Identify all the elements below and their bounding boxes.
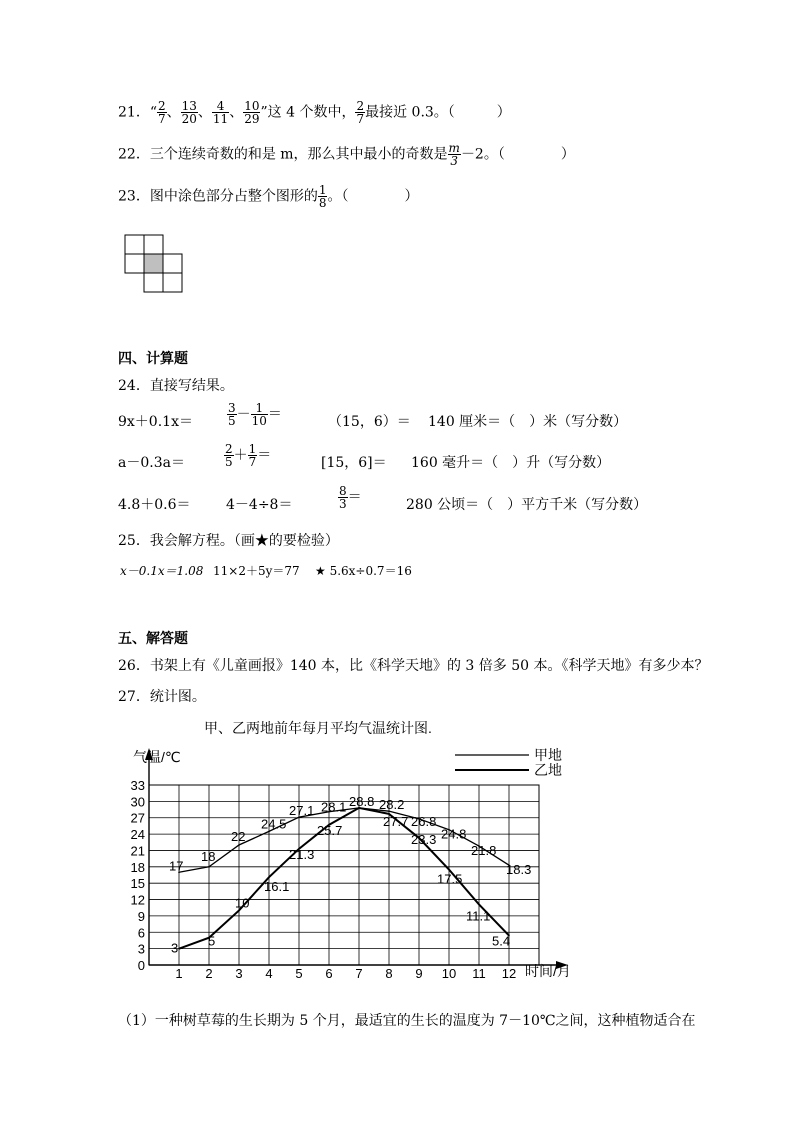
data-point	[268, 876, 270, 878]
q22-text: 22．三个连续奇数的和是 m，那么其中最小的奇数是	[118, 146, 448, 163]
temperature-line-chart	[0, 740, 794, 985]
question-25-title: 25．我会解方程。（画★的要检验）	[118, 533, 339, 549]
data-label: 21.3	[289, 846, 315, 862]
fraction: $\frac{10}{29}$	[244, 99, 260, 126]
data-label: 24.8	[441, 826, 467, 842]
data-point	[448, 869, 450, 871]
fraction: $\frac{m}{3}$	[448, 141, 460, 168]
legend-label-yi: 乙地	[534, 762, 562, 778]
data-label: 24.5	[261, 816, 287, 832]
x-tick-label: 9	[415, 966, 423, 981]
x-tick-label: 10	[441, 966, 457, 981]
data-point	[178, 948, 180, 950]
x-tick-label: 3	[235, 966, 243, 981]
y-tick-label: 33	[130, 778, 145, 793]
x-axis-label: 时间/月	[525, 963, 571, 979]
x-tick-label: 5	[295, 966, 303, 981]
data-label: 22	[231, 829, 246, 844]
x-tick-label: 6	[325, 966, 333, 981]
y-axis-label: 气温/℃	[133, 749, 181, 765]
data-label: 10	[235, 895, 250, 911]
data-label: 18.3	[506, 862, 532, 878]
data-label: 17	[169, 858, 184, 874]
y-tick-label: 18	[130, 859, 145, 875]
data-label: 26.8	[411, 813, 437, 829]
calc-item: [15，6]＝	[321, 455, 387, 471]
fraction: $\frac{4}{11}$	[212, 99, 229, 126]
fraction: $\frac{2}{5}$	[225, 442, 233, 469]
x-tick-label: 12	[501, 966, 517, 981]
q21-number: 21．	[118, 104, 150, 121]
fraction: $\frac{1}{8}$	[318, 183, 327, 210]
data-label: 25.7	[317, 822, 343, 838]
y-tick-label: 9	[137, 908, 145, 924]
legend-label-jia: 甲地	[534, 747, 562, 763]
calc-item: 4－4÷8＝	[226, 497, 293, 513]
data-label: 28.2	[379, 797, 405, 813]
y-tick-label: 21	[130, 843, 145, 859]
separator: 、	[229, 104, 244, 121]
data-label: 16.1	[264, 879, 290, 895]
data-point	[238, 844, 240, 846]
data-label: 5	[208, 933, 216, 949]
calc-item: $\frac{3}{5}$ － $\frac{1}{10}$ ＝	[228, 401, 282, 428]
question-22	[118, 142, 575, 167]
chart-title: 甲、乙两地前年每月平均气温统计图.	[204, 720, 432, 736]
y-tick-label: 3	[137, 941, 145, 957]
data-label: 5.4	[492, 933, 511, 949]
fraction: $\frac{1}{7}$	[248, 442, 257, 469]
data-label: 11.1	[466, 908, 491, 924]
equation: x－0.1x＝1.08	[120, 564, 204, 578]
quote-open: “	[149, 104, 157, 121]
y-tick-label: 30	[130, 794, 145, 810]
calc-item: 160 毫升＝（ ）升（写分数）	[411, 455, 611, 471]
x-tick-label: 4	[265, 966, 273, 981]
y-tick-label: 15	[130, 876, 145, 892]
y-tick-label: 12	[130, 892, 145, 908]
data-point	[478, 904, 480, 906]
x-tick-label: 7	[355, 966, 363, 981]
y-tick-label: 24	[130, 827, 145, 843]
shaded-square	[144, 254, 163, 273]
data-label: 18	[201, 848, 216, 864]
calc-item: 4.8＋0.6＝	[118, 497, 191, 513]
calc-item: $\frac{8}{3}$ ＝	[339, 484, 362, 511]
fraction: $\frac{1}{10}$	[251, 401, 267, 428]
fraction: $\frac{3}{5}$	[228, 401, 236, 428]
q22-tail-text: －2。（ ）	[460, 146, 575, 163]
q21-middle-text: ”这 4 个数中，	[260, 104, 356, 121]
y-tick-label: 27	[130, 810, 145, 826]
question-27-title: 27．统计图。	[118, 689, 206, 705]
data-point	[208, 866, 210, 868]
calc-item: a－0.3a＝	[118, 455, 185, 471]
fraction: $\frac{2}{7}$	[158, 99, 166, 126]
question-21	[118, 100, 511, 125]
section-4-heading: 四、计算题	[118, 351, 188, 367]
fraction: $\frac{8}{3}$	[339, 484, 347, 511]
data-label: 17.5	[437, 871, 463, 887]
q23-text: 23．图中涂色部分占整个图形的	[118, 188, 318, 205]
separator: 、	[197, 104, 212, 121]
shaded-grid-figure	[124, 234, 186, 294]
question-27-part-1: （1）一种树草莓的生长期为 5 个月，最适宜的生长的温度为 7－10℃之间，这种植物适合在	[118, 1013, 696, 1029]
fraction: $\frac{2}{7}$	[356, 99, 365, 126]
q23-tail-text: 。（ ）	[327, 188, 419, 205]
data-label: 27.1	[289, 803, 315, 819]
calc-item: （15，6）＝	[328, 414, 411, 430]
data-label: 28.1	[321, 799, 347, 815]
data-label: 21.8	[471, 843, 497, 859]
calc-item: 140 厘米＝（ ）米（写分数）	[428, 414, 628, 430]
y-tick-label: 6	[137, 925, 145, 941]
data-label: 27.7	[383, 813, 409, 829]
x-tick-label: 8	[385, 966, 393, 981]
question-23	[118, 184, 418, 209]
question-26: 26．书架上有《儿童画报》140 本，比《科学天地》的 3 倍多 50 本。《科学天地》有多少本？	[118, 658, 709, 674]
calc-item: 9x＋0.1x＝	[118, 414, 193, 430]
equation: 11×2＋5y＝77	[213, 564, 300, 578]
x-tick-label: 2	[205, 966, 213, 981]
separator: 、	[166, 104, 181, 121]
q21-tail-text: 最接近 0.3。（ ）	[365, 104, 511, 121]
question-24-title: 24．直接写结果。	[118, 378, 234, 394]
section-5-heading: 五、解答题	[118, 631, 188, 647]
equation: ★ 5.6x÷0.7＝16	[315, 564, 412, 578]
fraction: $\frac{13}{20}$	[181, 99, 197, 126]
x-tick-label: 11	[472, 966, 486, 981]
calc-item: $\frac{2}{5}$ ＋ $\frac{1}{7}$ ＝	[225, 442, 272, 469]
data-label: 28.8	[349, 793, 375, 809]
x-tick-label: 1	[175, 966, 183, 981]
data-label: 23.3	[411, 831, 437, 847]
y-tick-label: 0	[137, 958, 145, 973]
calc-item: 280 公顷＝（ ）平方千米（写分数）	[406, 497, 648, 513]
data-label: 3	[171, 940, 179, 956]
